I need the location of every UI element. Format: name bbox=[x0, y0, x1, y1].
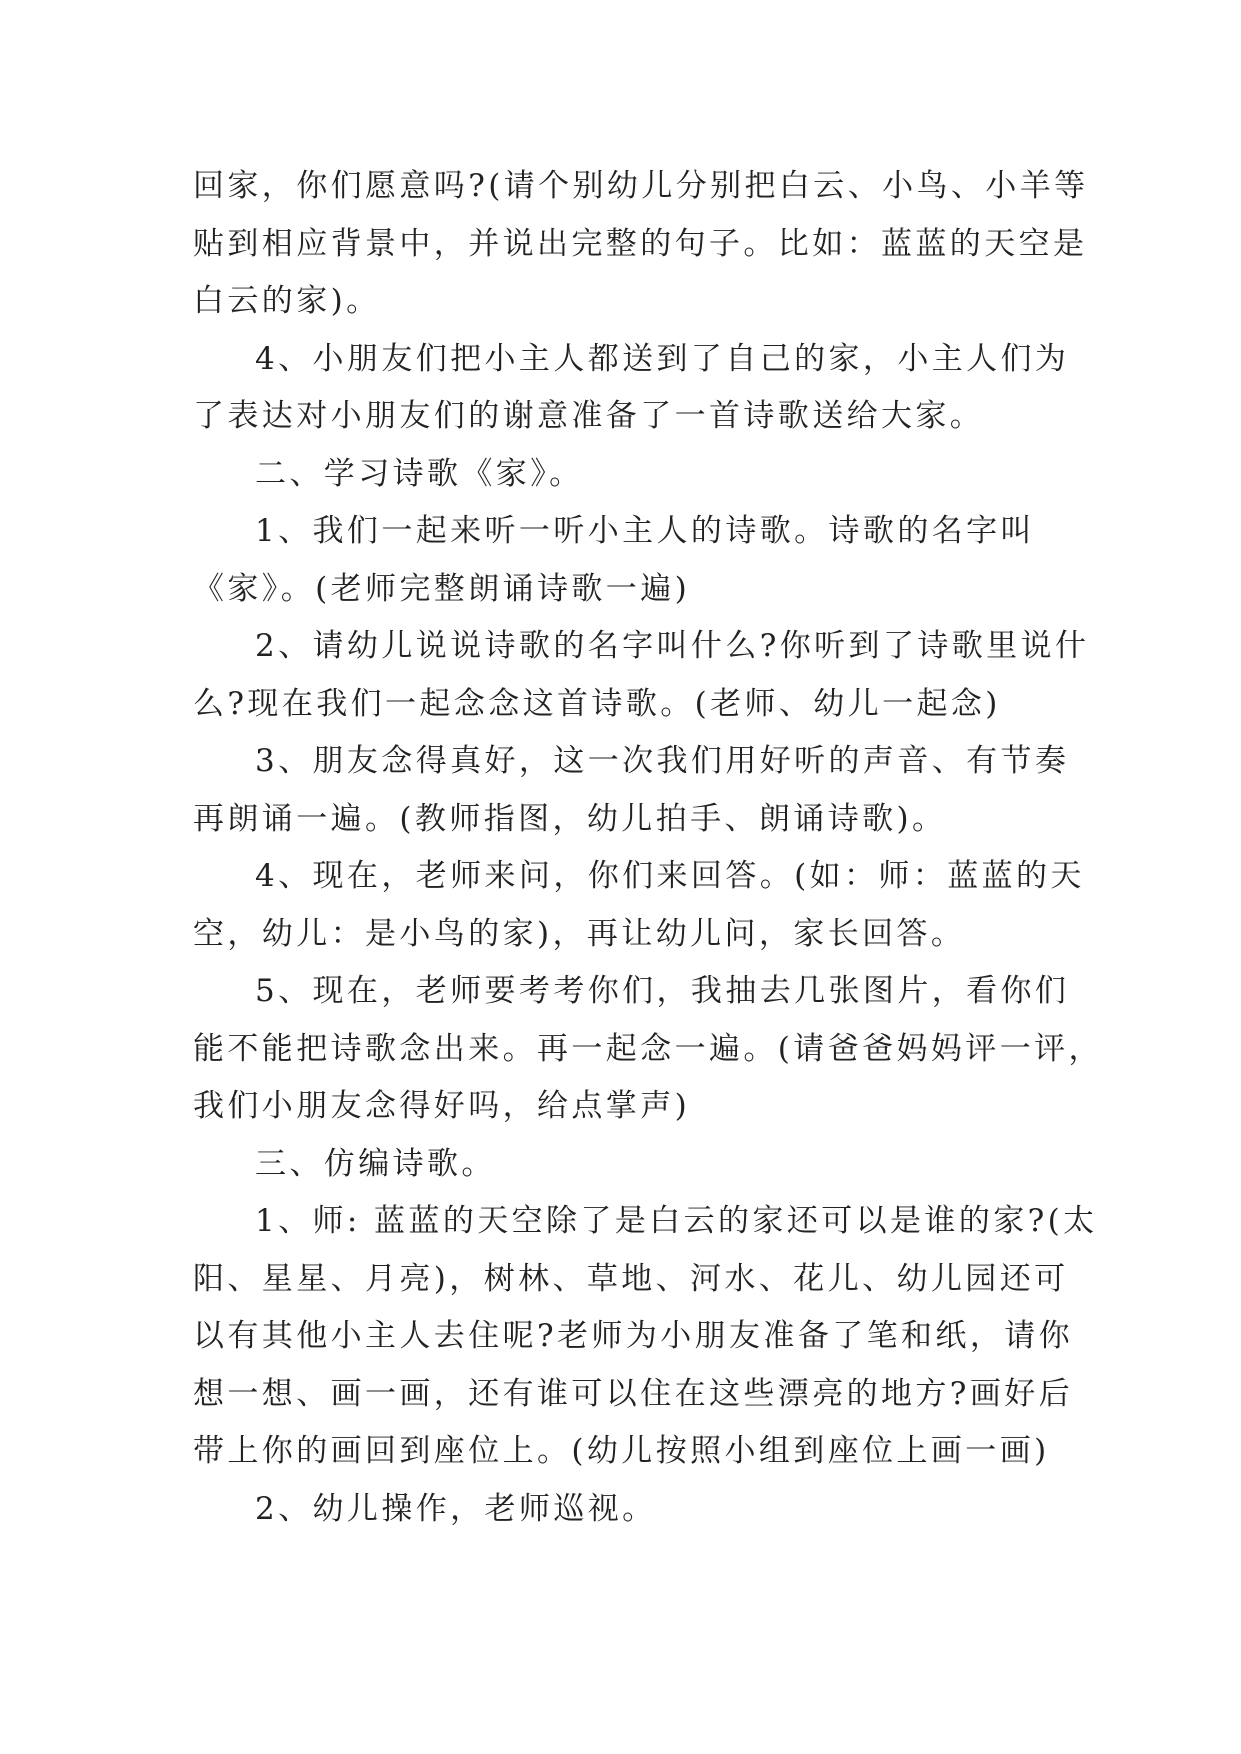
text-line: 5、现在，老师要考考你们，我抽去几张图片，看你们 bbox=[255, 973, 1070, 1009]
text-line: 带上你的画回到座位上。(幼儿按照小组到座位上画一画) bbox=[193, 1433, 1050, 1469]
text-line: 《家》。(老师完整朗诵诗歌一遍) bbox=[193, 570, 691, 607]
section-heading: 二、学习诗歌《家》。 bbox=[255, 455, 584, 492]
text-line: 能不能把诗歌念出来。再一起念一遍。(请爸爸妈妈评一评， bbox=[193, 1030, 1103, 1067]
text-line: 1、师: 蓝蓝的天空除了是白云的家还可以是谁的家?(太 bbox=[255, 1203, 1098, 1239]
text-line: 么?现在我们一起念念这首诗歌。(老师、幼儿一起念) bbox=[193, 685, 1001, 722]
text-line: 1、我们一起来听一听小主人的诗歌。诗歌的名字叫 bbox=[255, 513, 1035, 549]
text-line: 阳、星星、月亮)，树林、草地、河水、花儿、幼儿园还可 bbox=[193, 1260, 1069, 1297]
text-line: 4、小朋友们把小主人都送到了自己的家，小主人们为 bbox=[255, 340, 1070, 377]
text-line: 想一想、画一画，还有谁可以住在这些漂亮的地方?画好后 bbox=[193, 1375, 1074, 1412]
text-line: 贴到相应背景中，并说出完整的句子。比如：蓝蓝的天空是 bbox=[193, 225, 1088, 262]
document-body bbox=[193, 158, 1103, 1538]
text-line: 白云的家)。 bbox=[193, 283, 381, 319]
text-line: 3、朋友念得真好，这一次我们用好听的声音、有节奏 bbox=[255, 743, 1070, 779]
text-line: 再朗诵一遍。(教师指图，幼儿拍手、朗诵诗歌)。 bbox=[193, 800, 947, 837]
text-line: 2、幼儿操作，老师巡视。 bbox=[255, 1490, 657, 1527]
text-line: 以有其他小主人去住呢?老师为小朋友准备了笔和纸，请你 bbox=[193, 1318, 1074, 1354]
text-line: 4、现在，老师来问，你们来回答。(如：师：蓝蓝的天 bbox=[255, 858, 1085, 894]
text-line: 空，幼儿：是小鸟的家)，再让幼儿问，家长回答。 bbox=[193, 915, 966, 952]
section-heading: 三、仿编诗歌。 bbox=[255, 1145, 496, 1182]
text-line: 回家，你们愿意吗?(请个别幼儿分别把白云、小鸟、小羊等 bbox=[193, 168, 1089, 204]
text-line: 了表达对小朋友们的谢意准备了一首诗歌送给大家。 bbox=[193, 398, 985, 434]
text-line: 我们小朋友念得好吗，给点掌声) bbox=[193, 1088, 691, 1124]
text-line: 2、请幼儿说说诗歌的名字叫什么?你听到了诗歌里说什 bbox=[255, 628, 1090, 664]
